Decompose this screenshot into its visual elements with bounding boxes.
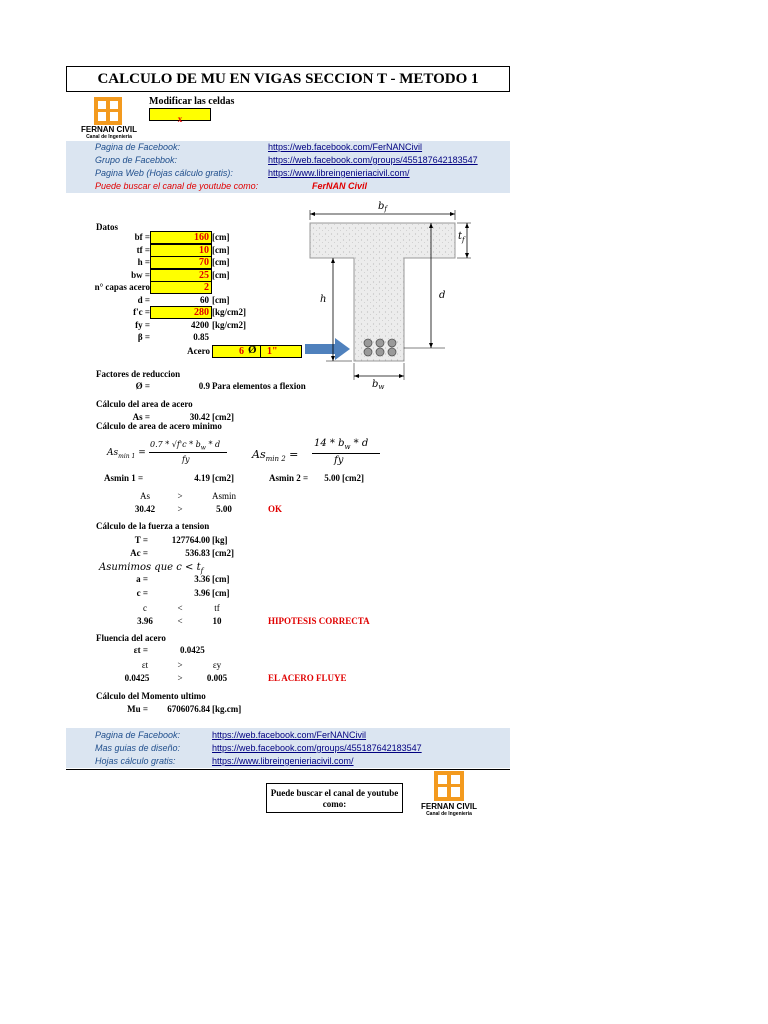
dim-h: h	[320, 294, 327, 305]
cmp-et-op-val: >	[177, 673, 183, 683]
datos-unit: [cm]	[212, 295, 230, 305]
cmp-tf-val: 10	[212, 616, 222, 626]
datos-input-cell[interactable]	[150, 281, 212, 294]
datos-label: β =	[137, 332, 150, 342]
c-unit: [cm]	[212, 588, 230, 598]
cmp-op-head: >	[177, 491, 183, 501]
datos-unit: [cm]	[212, 245, 230, 255]
modify-marker: x	[177, 114, 183, 124]
datos-unit: [cm]	[212, 257, 230, 267]
bottom-link-label-2: Mas guias de diseño:	[95, 743, 181, 753]
dim-bw: $b_w$	[372, 379, 385, 391]
Ac-unit: [cm2]	[212, 548, 234, 558]
et-value: 0.0425	[180, 645, 205, 655]
bottom-link-facebook[interactable]: https://web.facebook.com/FerNANCivil	[212, 730, 367, 740]
datos-label: tf =	[136, 245, 150, 255]
a-value: 3.36	[194, 574, 210, 584]
phi-note: Para elementos a flexion	[212, 381, 306, 391]
assume-text: Asumimos que $c < t_f$	[99, 562, 204, 575]
asmin2-label: Asmin 2 =	[269, 473, 309, 483]
top-link-web[interactable]: https://www.libreingenieriacivil.com/	[268, 168, 410, 178]
cmp-as-val: 30.42	[134, 504, 156, 514]
datos-value: 10	[199, 245, 209, 256]
acero-diameter-cell[interactable]	[260, 345, 302, 358]
dim-tf-label: $t_f$	[458, 231, 465, 244]
fluencia-heading: Fluencia del acero	[96, 633, 166, 643]
footer-youtube-text: Puede buscar el canal de youtube como:	[270, 788, 399, 809]
datos-label: bf =	[134, 232, 150, 242]
cmp-c-val: 3.96	[137, 616, 153, 626]
phi-value: 0.9	[198, 381, 210, 391]
acero-diameter: 1"	[267, 346, 278, 357]
datos-label: f'c =	[133, 307, 150, 317]
datos-input-cell[interactable]	[150, 231, 212, 244]
datos-input-cell[interactable]	[150, 306, 212, 319]
cmp-asmin-val: 5.00	[216, 504, 232, 514]
diameter-symbol: Ø	[248, 344, 257, 356]
as-label: As =	[132, 412, 150, 422]
c-label: c =	[136, 588, 148, 598]
T-value: 127764.00	[171, 535, 210, 545]
asmin1-value: 4.19	[194, 473, 210, 483]
datos-label: h =	[137, 257, 150, 267]
datos-unit: [kg/cm2]	[212, 320, 246, 330]
datos-value: 2	[204, 282, 209, 293]
asmin2-unit: [cm2]	[342, 473, 364, 483]
datos-value: 60	[200, 295, 209, 305]
T-unit: [kg]	[212, 535, 228, 545]
tension-heading: Cálculo de la fuerza a tension	[96, 521, 210, 531]
cmp-c-op-head: <	[177, 603, 183, 613]
mu-value: 6706076.84	[167, 704, 210, 714]
cmp-et-op-head: >	[177, 660, 183, 670]
datos-input-cell[interactable]	[150, 256, 212, 269]
cmp-tf-head: tf	[214, 603, 220, 613]
datos-unit: [cm]	[212, 270, 230, 280]
bottom-link-group[interactable]: https://web.facebook.com/groups/455187642183547	[212, 743, 422, 753]
modify-note: Modificar las celdas	[149, 96, 235, 107]
page-title-text: CALCULO DE MU EN VIGAS SECCION T - METODO 1	[97, 71, 479, 87]
datos-value: 160	[194, 232, 209, 243]
reduction-heading: Factores de reduccion	[96, 369, 181, 379]
datos-value: 4200	[191, 320, 209, 330]
cmp-ey-val: 0.005	[206, 673, 228, 683]
Ac-label: Ac =	[130, 548, 148, 558]
top-link-label-3: Pagina Web (Hojas cálculo gratis):	[95, 168, 233, 178]
datos-label: fy =	[135, 320, 150, 330]
cmp-op-val: >	[177, 504, 183, 514]
cmp-asmin-head: Asmin	[211, 491, 236, 501]
page-title	[66, 66, 510, 92]
bottom-link-label-3: Hojas cálculo gratis:	[95, 756, 176, 766]
dim-bf: $b_f$	[378, 201, 387, 213]
footer-logo-name: FERNAN CIVIL	[421, 802, 477, 811]
datos-value: 70	[199, 257, 209, 268]
datos-unit: [cm]	[212, 232, 230, 242]
datos-value: 0.85	[193, 332, 209, 342]
cmp-et-head: εt	[141, 660, 149, 670]
cmp-as-head: As	[139, 491, 150, 501]
T-label: T =	[134, 535, 148, 545]
mu-unit: [kg.cm]	[212, 704, 242, 714]
logo-sub: Canal de Ingenieria	[86, 134, 132, 140]
mu-label: Mu =	[127, 704, 148, 714]
top-link-facebook[interactable]: https://web.facebook.com/FerNANCivil	[268, 142, 423, 152]
bottom-link-web[interactable]: https://www.libreingenieriacivil.com/	[212, 756, 354, 766]
acero-count: 6	[239, 346, 244, 357]
cmp-ey-head: εy	[212, 660, 222, 670]
asmin1-unit: [cm2]	[212, 473, 234, 483]
top-link-label-1: Pagina de Facebook:	[95, 142, 181, 152]
as-heading: Cálculo del area de acero	[96, 399, 193, 409]
datos-label: bw =	[131, 270, 150, 280]
asmin2-value: 5.00	[324, 473, 340, 483]
footer-logo-mark-icon	[414, 770, 484, 802]
phi-label: Ø =	[135, 381, 150, 391]
dim-d: d	[439, 290, 446, 301]
fernan-civil-logo	[74, 96, 144, 142]
logo-name: FERNAN CIVIL	[81, 125, 137, 134]
acero-label: Acero	[187, 346, 210, 356]
footer-logo	[414, 770, 484, 822]
youtube-line-label: Puede buscar el canal de youtube como:	[95, 181, 259, 191]
modify-marker-cell	[149, 108, 211, 124]
t-section-diagram	[300, 196, 475, 391]
datos-value: 280	[194, 307, 209, 318]
logo-mark-icon	[74, 96, 144, 126]
datos-unit: [kg/cm2]	[212, 307, 246, 317]
footer-logo-sub: Canal de Ingenieria	[426, 811, 472, 817]
datos-label: d =	[137, 295, 150, 305]
as-unit: [cm2]	[212, 412, 234, 422]
cmp-c-head: c	[143, 603, 147, 613]
youtube-channel: FerNAN Civil	[312, 181, 368, 191]
asmin-result: OK	[268, 504, 283, 514]
Ac-value: 536.83	[185, 548, 210, 558]
moment-heading: Cálculo del Momento ultimo	[96, 691, 206, 701]
fluencia-result: EL ACERO FLUYE	[268, 673, 347, 683]
et-label: εt =	[133, 645, 148, 655]
top-link-group[interactable]: https://web.facebook.com/groups/455187642183547	[268, 155, 478, 165]
datos-heading: Datos	[96, 222, 118, 232]
top-link-label-2: Grupo de Facebbok:	[95, 155, 178, 165]
asmin1-label: Asmin 1 =	[104, 473, 144, 483]
as-value: 30.42	[189, 412, 210, 422]
a-label: a =	[136, 574, 148, 584]
c-value: 3.96	[194, 588, 210, 598]
datos-value: 25	[199, 270, 209, 281]
hypothesis-result: HIPOTESIS CORRECTA	[268, 616, 370, 626]
bottom-link-label-1: Pagina de Facebook:	[95, 730, 181, 740]
asmin-heading: Cálculo de area de acero minimo	[96, 421, 222, 431]
cmp-c-op-val: <	[177, 616, 183, 626]
cmp-et-val: 0.0425	[124, 673, 150, 683]
datos-label: n° capas acero	[94, 282, 150, 292]
a-unit: [cm]	[212, 574, 230, 584]
footer-youtube-box	[266, 783, 403, 813]
